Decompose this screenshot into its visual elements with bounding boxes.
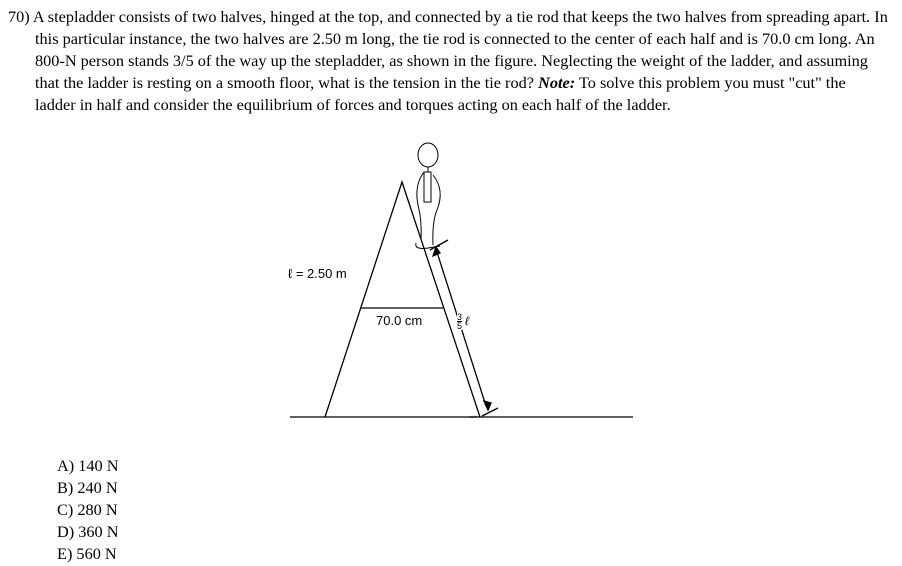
ladder [325, 182, 480, 417]
length-label: ℓ = 2.50 m [288, 266, 347, 281]
option-b[interactable]: B) 240 N [57, 478, 118, 497]
answer-options [57, 455, 119, 565]
option-d[interactable]: D) 360 N [57, 522, 119, 541]
option-c[interactable]: C) 280 N [57, 500, 118, 519]
fraction-label: 3 5 ℓ [457, 312, 469, 331]
option-e[interactable]: E) 560 N [57, 544, 117, 563]
question-number: 70) [8, 7, 30, 26]
question-text: 70) A stepladder consists of two halves, hinged at the top, and connected by a tie rod that keeps the two halves from spreading apart. In this particular instance, the two halves are 2.50 m long, the tie rod is connected to the center of each half and is 70.0 cm long. An 800-N person stands 3/5 of the way up the stepladder, as shown in the figure. Neglecting the weight of the ladder, and assuming that the ladder is resting on a smooth floor, what is the tension in the tie rod? Note: To solve this problem you must "cut" the ladder in half and consider the equilibrium of forces and torques acting on each half of the ladder. [8, 7, 888, 114]
note-label: Note: [538, 73, 576, 92]
rod-length-label: 70.0 cm [376, 313, 423, 328]
option-a[interactable]: A) 140 N [57, 456, 119, 475]
